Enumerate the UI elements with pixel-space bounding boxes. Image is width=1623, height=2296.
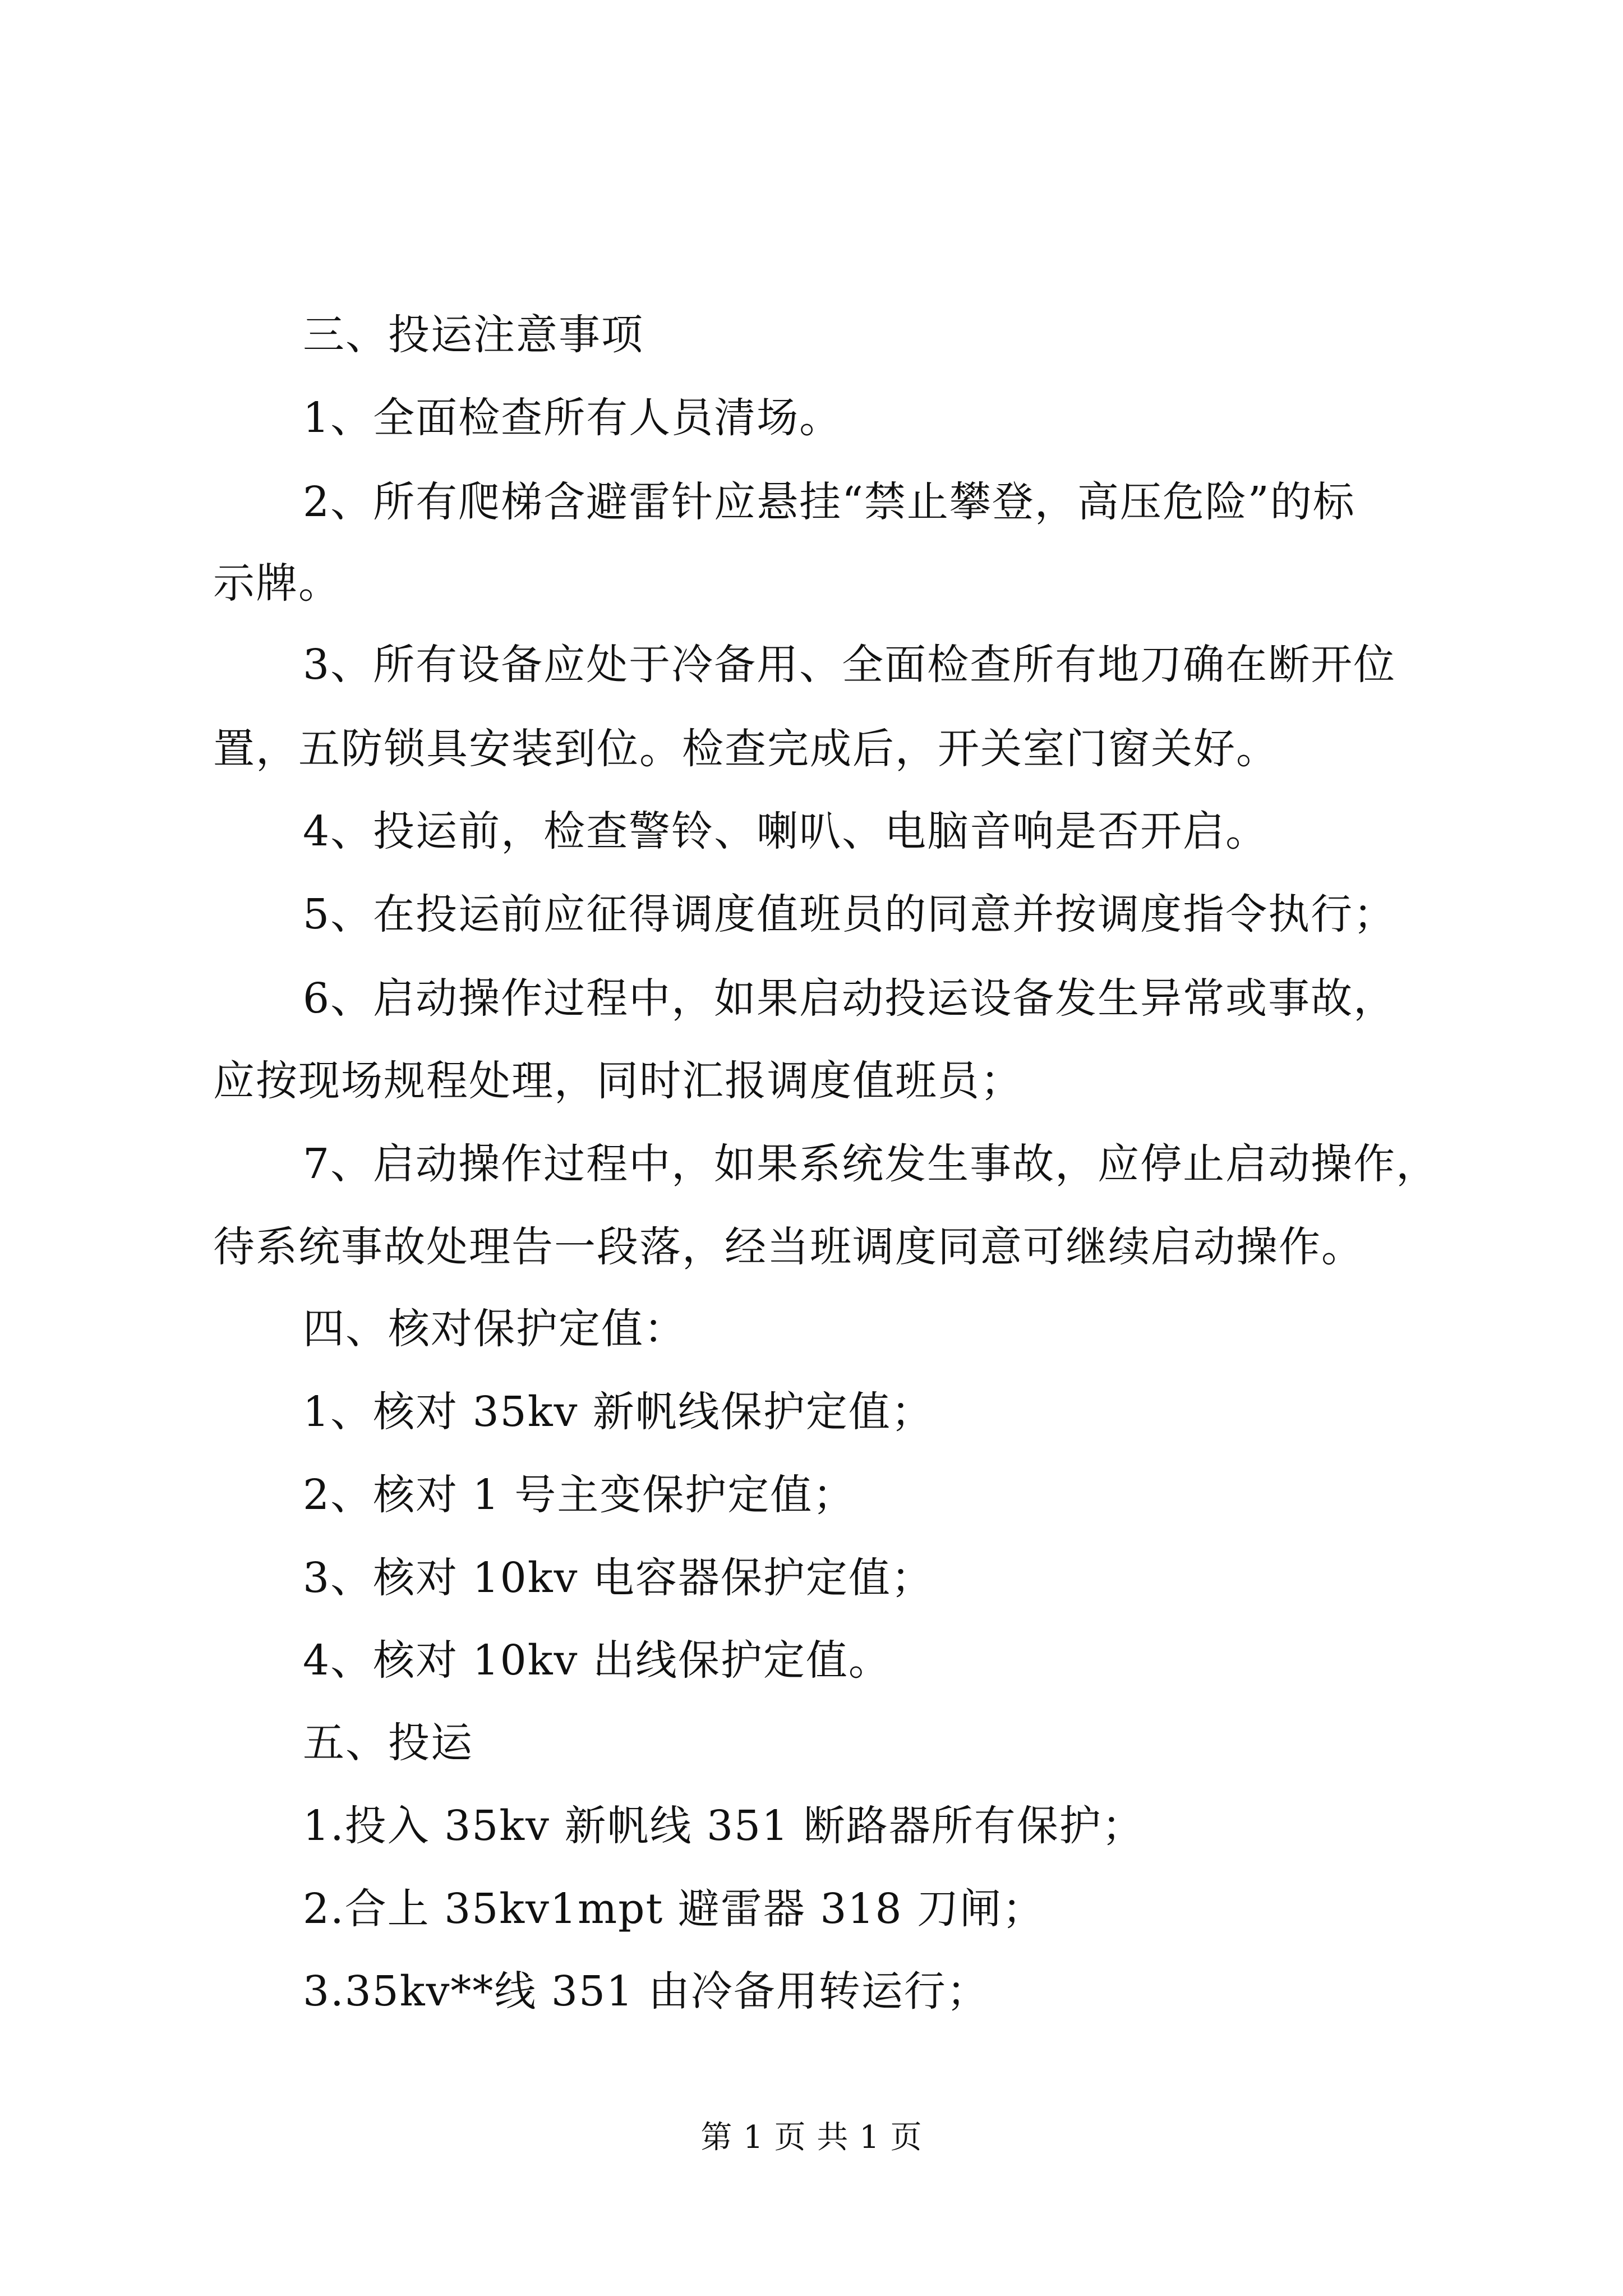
paragraph-line: 6、启动操作过程中，如果启动投运设备发生异常或事故， xyxy=(303,974,1396,1023)
list-item: 1、核对 35kv 新帆线保护定值； xyxy=(303,1388,934,1436)
paragraph-line: 置，五防锁具安装到位。检查完成后，开关室门窗关好。 xyxy=(213,725,1279,773)
paragraph-line: 示牌。 xyxy=(213,559,341,608)
section-heading-5: 五、投运 xyxy=(303,1719,473,1767)
paragraph-line: 3、所有设备应处于冷备用、全面检查所有地刀确在断开位 xyxy=(303,641,1396,689)
list-item: 3、核对 10kv 电容器保护定值； xyxy=(303,1554,934,1602)
page-number-footer: 第 1 页 共 1 页 xyxy=(700,2119,923,2156)
list-item: 2.合上 35kv1mpt 避雷器 318 刀闸； xyxy=(303,1885,1045,1933)
paragraph-line: 应按现场规程处理，同时汇报调度值班员； xyxy=(213,1057,1023,1105)
paragraph-line: 1、全面检查所有人员清场。 xyxy=(303,394,842,442)
section-heading-3: 三、投运注意事项 xyxy=(303,311,644,359)
paragraph-line: 4、投运前，检查警铃、喇叭、电脑音响是否开启。 xyxy=(303,807,1269,855)
paragraph-line: 7、启动操作过程中，如果系统发生事故，应停止启动操作， xyxy=(303,1140,1439,1188)
list-item: 2、核对 1 号主变保护定值； xyxy=(303,1471,856,1519)
paragraph-line: 2、所有爬梯含避雷针应悬挂“禁止攀登，高压危险”的标 xyxy=(303,478,1355,526)
list-item: 1.投入 35kv 新帆线 351 断路器所有保护； xyxy=(303,1802,1145,1850)
list-item: 3.35kv**线 351 由冷备用转运行； xyxy=(303,1967,989,2016)
section-heading-4: 四、核对保护定值： xyxy=(303,1305,686,1353)
list-item: 4、核对 10kv 出线保护定值。 xyxy=(303,1636,891,1685)
paragraph-line: 5、在投运前应征得调度值班员的同意并按调度指令执行； xyxy=(303,890,1396,938)
paragraph-line: 待系统事故处理告一段落，经当班调度同意可继续启动操作。 xyxy=(213,1223,1364,1271)
